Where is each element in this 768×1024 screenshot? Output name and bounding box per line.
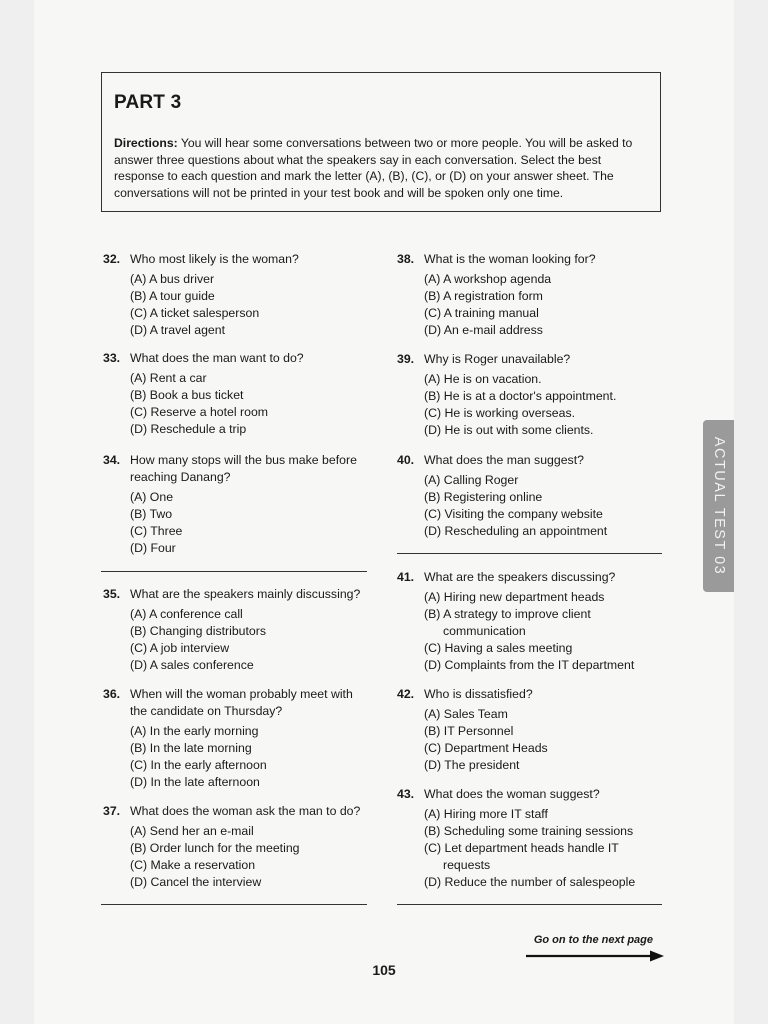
option-b[interactable]: (B) A strategy to improve client [424, 607, 591, 621]
question-stem: Who is dissatisfied? [424, 687, 533, 701]
question-number: 34. [103, 453, 121, 467]
option-b[interactable]: (B) Order lunch for the meeting [130, 841, 300, 855]
directions-text [114, 135, 648, 201]
question-37 [103, 803, 383, 891]
option-a[interactable]: (A) A conference call [130, 607, 243, 621]
option-c[interactable]: (C) Let department heads handle IT [424, 841, 619, 855]
option-b[interactable]: (B) In the late morning [130, 741, 252, 755]
option-c[interactable]: (C) Having a sales meeting [424, 641, 573, 655]
option-b[interactable]: (B) Book a bus ticket [130, 388, 244, 402]
option-c[interactable]: (C) Three [130, 524, 183, 538]
option-a[interactable]: (A) Hiring new department heads [424, 590, 605, 604]
question-stem: Who most likely is the woman? [130, 252, 299, 266]
option-c[interactable]: (C) A training manual [424, 306, 539, 320]
option-a[interactable]: (A) He is on vacation. [424, 372, 542, 386]
question-number: 42. [397, 687, 415, 701]
option-b[interactable]: (B) Two [130, 507, 173, 521]
option-c[interactable]: (C) In the early afternoon [130, 758, 267, 772]
right-arrow-icon [526, 949, 666, 963]
option-a[interactable]: (A) Hiring more IT staff [424, 807, 548, 821]
question-stem: What does the woman suggest? [424, 787, 600, 801]
question-number: 37. [103, 804, 121, 818]
question-stem: How many stops will the bus make before reaching Danang? [130, 453, 357, 484]
option-a[interactable]: (A) A workshop agenda [424, 272, 552, 286]
question-stem: What is the woman looking for? [424, 252, 596, 266]
option-d[interactable]: (D) Cancel the interview [130, 875, 262, 889]
question-stem: What are the speakers mainly discussing? [130, 587, 361, 601]
option-d[interactable]: (D) He is out with some clients. [424, 423, 594, 437]
option-c[interactable]: (C) A ticket salesperson [130, 306, 260, 320]
divider-right-2 [397, 904, 662, 905]
option-c[interactable]: (C) Visiting the company website [424, 507, 603, 521]
question-43 [397, 786, 687, 891]
option-a[interactable]: (A) Rent a car [130, 371, 207, 385]
question-number: 33. [103, 351, 121, 365]
option-d[interactable]: (D) Four [130, 541, 176, 555]
question-stem: What does the man suggest? [424, 453, 584, 467]
question-stem: What does the man want to do? [130, 351, 304, 365]
option-c[interactable]: (C) He is working overseas. [424, 406, 576, 420]
question-number: 38. [397, 252, 415, 266]
question-number: 36. [103, 687, 121, 701]
option-d[interactable]: (D) Rescheduling an appointment [424, 524, 608, 538]
option-a[interactable]: (A) Send her an e-mail [130, 824, 254, 838]
option-a[interactable]: (A) Calling Roger [424, 473, 519, 487]
question-number: 35. [103, 587, 121, 601]
section-tab-label: ACTUAL TEST 03 [710, 436, 727, 576]
option-d[interactable]: (D) In the late afternoon [130, 775, 260, 789]
option-d[interactable]: (D) Reduce the number of salespeople [424, 875, 636, 889]
question-number: 40. [397, 453, 415, 467]
question-36 [103, 686, 368, 791]
question-number: 32. [103, 252, 121, 266]
section-tab [703, 420, 734, 592]
question-stem: What are the speakers discussing? [424, 570, 616, 584]
option-d[interactable]: (D) Complaints from the IT department [424, 658, 635, 672]
divider-right-1 [397, 553, 662, 554]
option-b[interactable]: (B) He is at a doctor's appointment. [424, 389, 617, 403]
question-32 [103, 251, 383, 339]
question-stem: What does the woman ask the man to do? [130, 804, 361, 818]
question-35 [103, 586, 383, 674]
option-a[interactable]: (A) One [130, 490, 174, 504]
question-33 [103, 350, 383, 438]
option-c-continued: requests [443, 858, 491, 872]
question-stem: Why is Roger unavailable? [424, 352, 571, 366]
question-number: 41. [397, 570, 415, 584]
option-d[interactable]: (D) An e-mail address [424, 323, 543, 337]
question-stem: When will the woman probably meet with the candidate on Thursday? [130, 687, 353, 718]
question-41 [397, 569, 687, 674]
directions-body: You will hear some conversations between two or more people. You will be asked to answer three questions about what the speakers say in each conversation. Select the best response to each question and mark the letter (A), (B), (C), or (D) on your answer sheet. The conversations will not be printed in your test book and will be spoken only one time. [114, 136, 633, 200]
option-d[interactable]: (D) A travel agent [130, 323, 226, 337]
question-38 [397, 251, 687, 339]
question-34 [103, 452, 368, 557]
part-title: PART 3 [114, 92, 182, 113]
option-d[interactable]: (D) A sales conference [130, 658, 254, 672]
divider-left-1 [101, 571, 367, 572]
option-c[interactable]: (C) Department Heads [424, 741, 548, 755]
directions-label: Directions: [114, 136, 178, 150]
divider-left-2 [101, 904, 367, 905]
question-number: 39. [397, 352, 415, 366]
option-d[interactable]: (D) Reschedule a trip [130, 422, 247, 436]
option-b[interactable]: (B) IT Personnel [424, 724, 514, 738]
option-b[interactable]: (B) Registering online [424, 490, 543, 504]
option-b-continued: communication [443, 624, 526, 638]
option-c[interactable]: (C) A job interview [130, 641, 230, 655]
question-39 [397, 351, 687, 439]
option-b[interactable]: (B) Scheduling some training sessions [424, 824, 634, 838]
option-b[interactable]: (B) Changing distributors [130, 624, 267, 638]
option-c[interactable]: (C) Reserve a hotel room [130, 405, 269, 419]
option-d[interactable]: (D) The president [424, 758, 520, 772]
option-a[interactable]: (A) Sales Team [424, 707, 508, 721]
option-a[interactable]: (A) A bus driver [130, 272, 215, 286]
option-a[interactable]: (A) In the early morning [130, 724, 259, 738]
option-b[interactable]: (B) A tour guide [130, 289, 215, 303]
go-on-text: Go on to the next page [533, 934, 653, 946]
question-42 [397, 686, 687, 774]
option-b[interactable]: (B) A registration form [424, 289, 543, 303]
question-number: 43. [397, 787, 415, 801]
question-40 [397, 452, 687, 540]
directions-box [101, 72, 661, 212]
page-number: 105 [372, 962, 396, 978]
option-c[interactable]: (C) Make a reservation [130, 858, 256, 872]
